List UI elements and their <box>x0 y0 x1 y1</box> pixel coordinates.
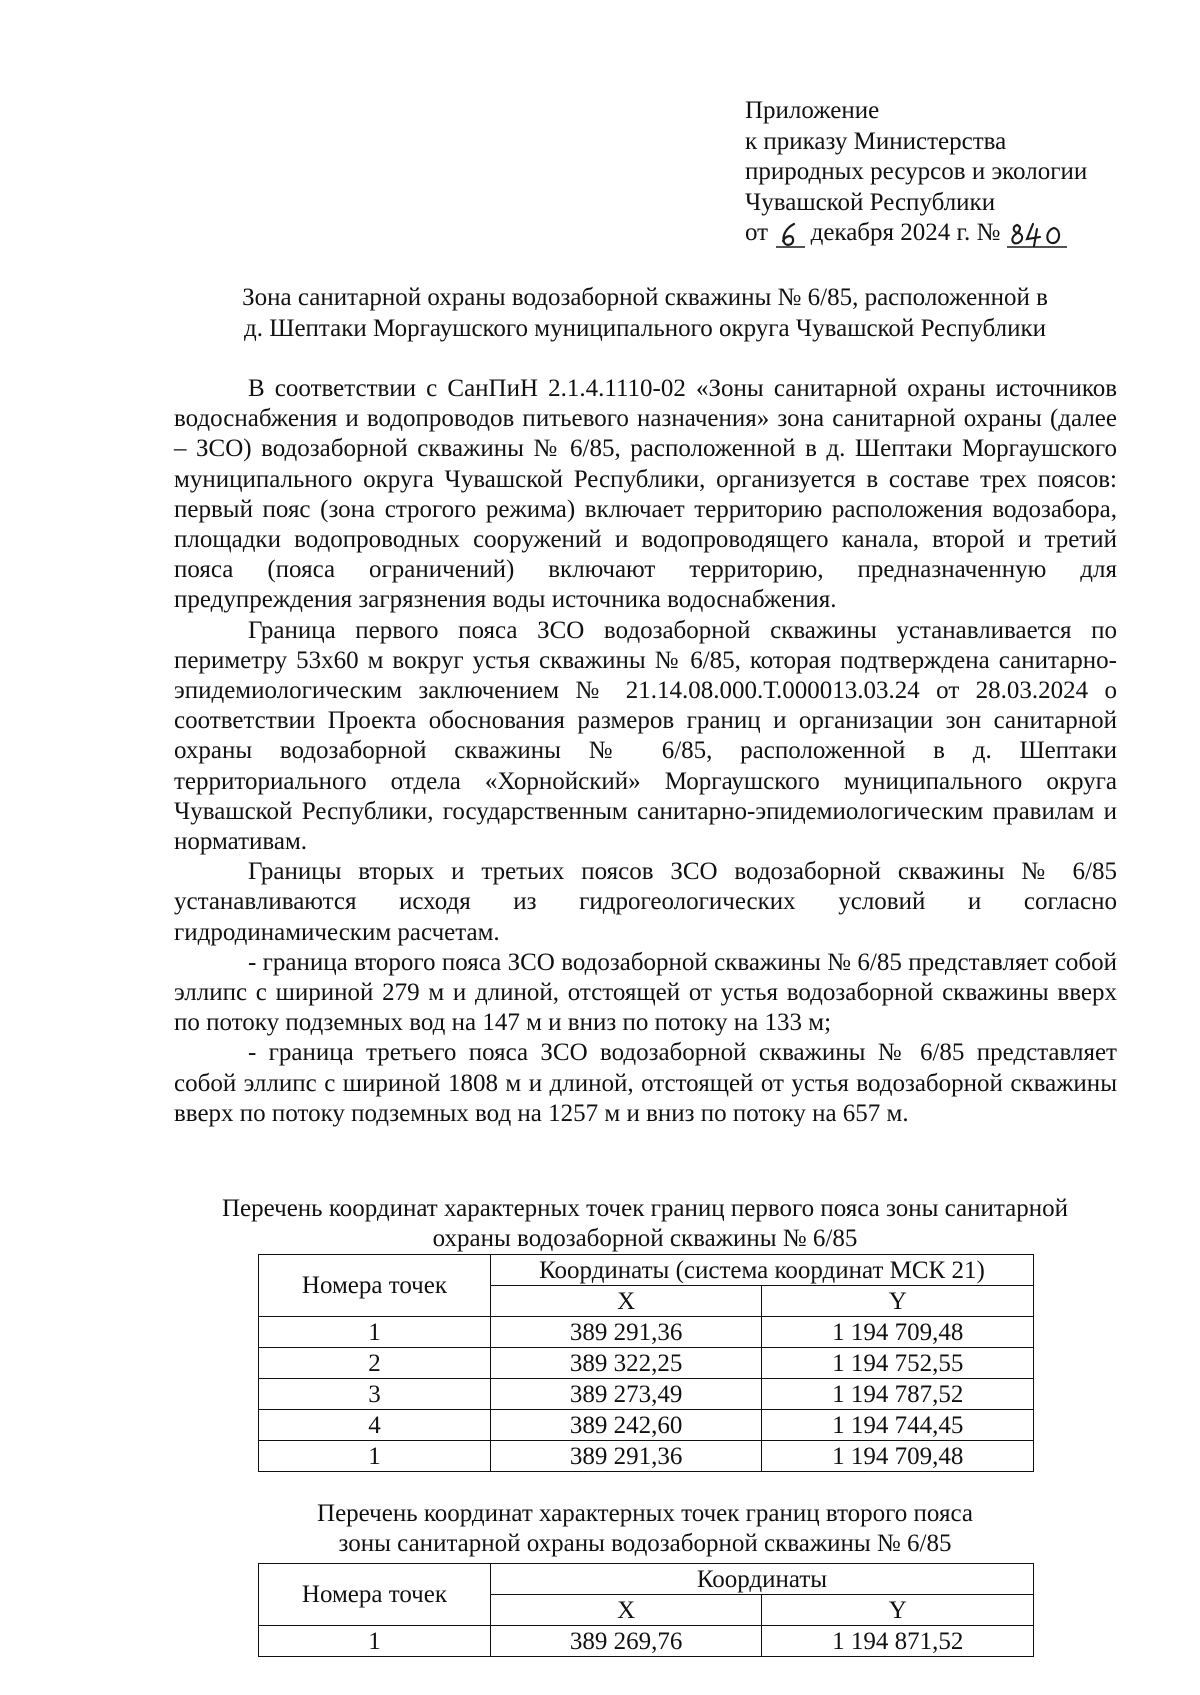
appendix-line: Чувашской Республики <box>745 188 996 216</box>
appendix-line: к приказу Министерства <box>745 127 1007 155</box>
point-number: 3 <box>259 1379 491 1410</box>
coord-x: 389 273,49 <box>490 1379 762 1410</box>
coord-y: 1 194 709,48 <box>762 1441 1034 1472</box>
caption-line: охраны водозаборной скважины № 6/85 <box>432 1225 858 1252</box>
body-paragraph: Граница первого пояса ЗСО водозаборной скважины устанавливается по периметру 53х60 м вокруг устья скважины № 6/85, которая подтверждена санитарно-эпидемиологическим заключением № 21.14.08.000.Т.000013.03.24 от 28.03.2024 о соответствии Проекта обоснования размеров границ и организации зон санитарной охраны водозаборной скважины № 6/85, расположенной в д. Шептаки территориального отдела «Хорнойский» Моргаушского муниципального округа Чувашской Республики, государственным санитарно-эпидемиологическим правилам и нормативам. <box>174 616 1117 856</box>
date-prefix: от <box>745 219 769 246</box>
table-row <box>259 1348 1034 1379</box>
body-paragraph: В соответствии с СанПиН 2.1.4.1110-02 «Зоны санитарной охраны источников водоснабжения и водопроводов питьевого назначения» зона санитарной охраны (далее – ЗСО) водозаборной скважины № 6/85, расположенной в д. Шептаки Моргаушского муниципального округа Чувашской Республики, организуется в составе трех поясов: первый пояс (зона строгого режима) включает территорию расположения водозабора, площадки водопроводных сооружений и водопроводящего канала, второй и третий пояса (пояса ограничений) включают территорию, предназначенную для предупреждения загрязнения воды источника водоснабжения. <box>174 375 1117 614</box>
header-coordinates: Координаты <box>490 1564 1033 1595</box>
table-row <box>259 1441 1034 1472</box>
caption-line: Перечень координат характерных точек границ второго пояса <box>317 1500 973 1527</box>
coord-x: 389 242,60 <box>490 1410 762 1441</box>
title-line: д. Шептаки Моргаушского муниципального округа Чувашской Республики <box>244 314 1046 342</box>
coord-y: 1 194 744,45 <box>762 1410 1034 1441</box>
table1-caption <box>180 1194 1110 1254</box>
coord-y: 1 194 787,52 <box>762 1379 1034 1410</box>
header-y: Y <box>762 1286 1034 1317</box>
body-paragraph: - граница второго пояса ЗСО водозаборной скважины № 6/85 представляет собой эллипс с шириной 279 м и длиной, отстоящей от устья водозаборной скважины вверх по потоку подземных вод на 147 м и вниз по потоку на 133 м; <box>174 948 1117 1037</box>
header-x: X <box>490 1286 762 1317</box>
date-month-year: декабря 2024 г. № <box>810 219 1001 246</box>
coord-y: 1 194 709,48 <box>762 1317 1034 1348</box>
body-paragraph: Границы вторых и третьих поясов ЗСО водозаборной скважины № 6/85 устанавливаются исходя из гидрогеологических условий и согласно гидродинамическим расчетам. <box>174 858 1117 946</box>
point-number: 1 <box>259 1441 491 1472</box>
body-paragraph: - граница третьего пояса ЗСО водозаборной скважины № 6/85 представляет собой эллипс с шириной 1808 м и длиной, отстоящей от устья водозаборной скважины вверх по потоку подземных вод на 1257 м и вниз по потоку на 657 м. <box>174 1039 1117 1127</box>
point-number: 1 <box>259 1317 491 1348</box>
table-header-row <box>259 1255 1034 1286</box>
appendix-block <box>745 96 1087 249</box>
coord-x: 389 269,76 <box>490 1626 762 1657</box>
appendix-line: Приложение <box>745 97 880 124</box>
coord-x: 389 322,25 <box>490 1348 762 1379</box>
caption-line: Перечень координат характерных точек границ первого пояса зоны санитарной <box>222 1195 1068 1222</box>
caption-line: зоны санитарной охраны водозаборной скважины № 6/85 <box>338 1530 952 1557</box>
coord-y: 1 194 752,55 <box>762 1348 1034 1379</box>
coord-x: 389 291,36 <box>490 1441 762 1472</box>
header-coordinates: Координаты (система координат МСК 21) <box>490 1255 1033 1286</box>
header-y: Y <box>762 1595 1034 1626</box>
title-line: Зона санитарной охраны водозаборной скважины № 6/85, расположенной в <box>242 284 1048 311</box>
header-point-numbers: Номера точек <box>259 1564 491 1626</box>
document-body <box>174 374 1117 1129</box>
document-title <box>150 283 1140 344</box>
coord-x: 389 291,36 <box>490 1317 762 1348</box>
point-number: 1 <box>259 1626 491 1657</box>
point-number: 2 <box>259 1348 491 1379</box>
coordinates-table-first-belt <box>258 1254 1034 1472</box>
point-number: 4 <box>259 1410 491 1441</box>
header-x: X <box>490 1595 762 1626</box>
table-row <box>259 1626 1034 1657</box>
appendix-date-line <box>745 218 1087 249</box>
coord-y: 1 194 871,52 <box>762 1626 1034 1657</box>
table-header-row <box>259 1564 1034 1595</box>
coordinates-table-second-belt <box>258 1563 1034 1657</box>
table-row <box>259 1410 1034 1441</box>
header-point-numbers: Номера точек <box>259 1255 491 1317</box>
table-row <box>259 1379 1034 1410</box>
table-row <box>259 1317 1034 1348</box>
table2-caption <box>230 1499 1060 1559</box>
appendix-line: природных ресурсов и экологии <box>745 158 1088 185</box>
